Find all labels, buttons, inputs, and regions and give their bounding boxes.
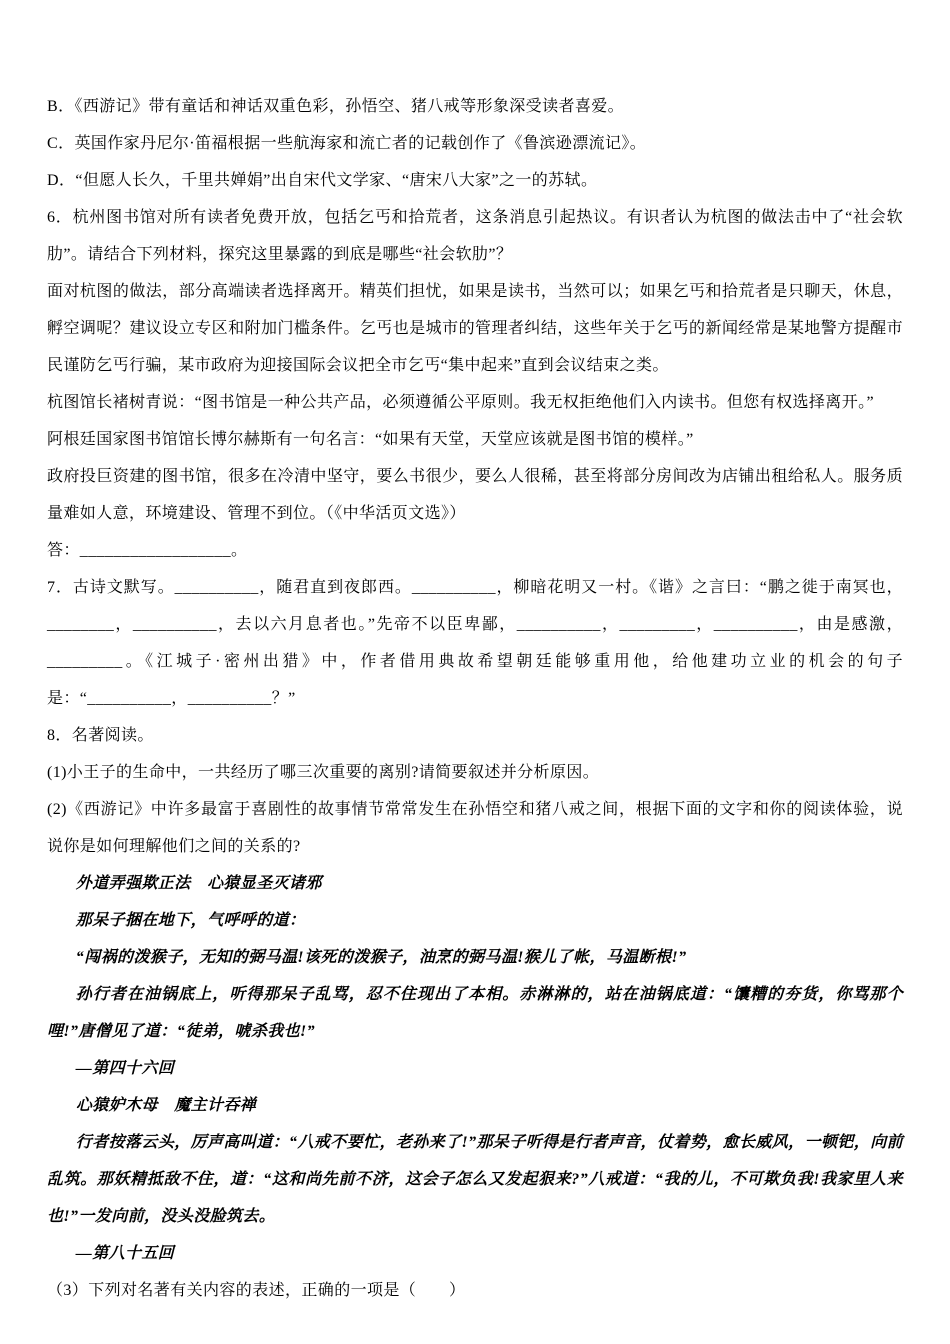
option-b: B．《西游记》带有童话和神话双重色彩，孙悟空、猪八戒等形象深受读者喜爱。 [47, 98, 625, 115]
excerpt-chapter-85-title: 心猿妒木母 魔主计吞禅 [75, 1097, 257, 1114]
question-6-material-2: 杭图馆长褚树青说：“图书馆是一种公共产品，必须遵循公平原则。我无权拒绝他们入内读书。但您有权选择离开。” [47, 394, 875, 411]
question-6-answer-line: 答：__________________。 [47, 542, 248, 559]
excerpt-46-line-2: “闯祸的泼猴子，无知的弼马温!该死的泼猴子，油烹的弼马温!猴儿了帐，马温断根!” [75, 949, 687, 966]
excerpt-46-line-3: 孙行者在油锅底上，听得那呆子乱骂，忍不住现出了本相。赤淋淋的，站在油锅底道：“馕糟的夯货，你骂那个哩!”唐僧见了道：“徒弟，唬杀我也!” [47, 986, 903, 1040]
excerpt-46-source: —第四十六回 [75, 1060, 175, 1077]
question-8-heading: 8．名著阅读。 [47, 727, 154, 744]
excerpt-46-line-1: 那呆子捆在地下，气呼呼的道： [75, 912, 306, 929]
question-7: 7．古诗文默写。__________，随君直到夜郎西。__________，柳暗花明又一村。《谐》之言曰：“鹏之徙于南冥也，________，__________，去以六月息者也。”先帝不以臣卑鄙，__________，_________，__________，由是感激，_________。《江城子·密州出猎》中，作者借用典故希望朝廷能够重用他，给他建功立业的机会的句子是：“__________，__________？” [47, 579, 903, 707]
question-8-part-2: (2)《西游记》中许多最富于喜剧性的故事情节常常发生在孙悟空和猪八戒之间，根据下面的文字和你的阅读体验，说说你是如何理解他们之间的关系的? [47, 801, 903, 855]
question-8-part-1: (1)小王子的生命中，一共经历了哪三次重要的离别?请简要叙述并分析原因。 [47, 764, 600, 781]
question-6-material-4: 政府投巨资建的图书馆，很多在冷清中坚守，要么书很少，要么人很稀，甚至将部分房间改为店铺出租给私人。服务质量难如人意，环境建设、管理不到位。（《中华活页文选》） [47, 468, 903, 522]
question-6-stem: 6．杭州图书馆对所有读者免费开放，包括乞丐和拾荒者，这条消息引起热议。有识者认为杭图的做法击中了“社会软肋”。请结合下列材料，探究这里暴露的到底是哪些“社会软肋”？ [47, 209, 903, 263]
option-d: D．“但愿人长久，千里共婵娟”出自宋代文学家、“唐宋八大家”之一的苏轼。 [47, 172, 598, 189]
question-8-part-3: （3）下列对名著有关内容的表述，正确的一项是（ ） [47, 1282, 466, 1299]
option-c: C．英国作家丹尼尔·笛福根据一些航海家和流亡者的记载创作了《鲁滨逊漂流记》。 [47, 135, 647, 152]
question-6-material-3: 阿根廷国家图书馆馆长博尔赫斯有一句名言：“如果有天堂，天堂应该就是图书馆的模样。” [47, 431, 694, 448]
excerpt-85-line-1: 行者按落云头，厉声高叫道：“八戒不要忙，老孙来了!”那呆子听得是行者声音，仗着势，愈长威风，一顿钯，向前乱筑。那妖精抵敌不住，道：“这和尚先前不济，这会子怎么又发起狠来?”八戒道：“我的儿，不可欺负我!我家里人来也!”一发向前，没头没脸筑去。 [47, 1134, 903, 1225]
exam-document-body [47, 88, 903, 1309]
excerpt-chapter-46-title: 外道弄强欺正法 心猿显圣灭诸邪 [75, 875, 322, 892]
excerpt-85-source: —第八十五回 [75, 1245, 175, 1262]
question-6-material-1: 面对杭图的做法，部分高端读者选择离开。精英们担忧，如果是读书，当然可以；如果乞丐和拾荒者是只聊天，休息，孵空调呢？建议设立专区和附加门槛条件。乞丐也是城市的管理者纠结，这些年关于乞丐的新闻经常是某地警方提醒市民谨防乞丐行骗，某市政府为迎接国际会议把全市乞丐“集中起来”直到会议结束之类。 [47, 283, 903, 374]
